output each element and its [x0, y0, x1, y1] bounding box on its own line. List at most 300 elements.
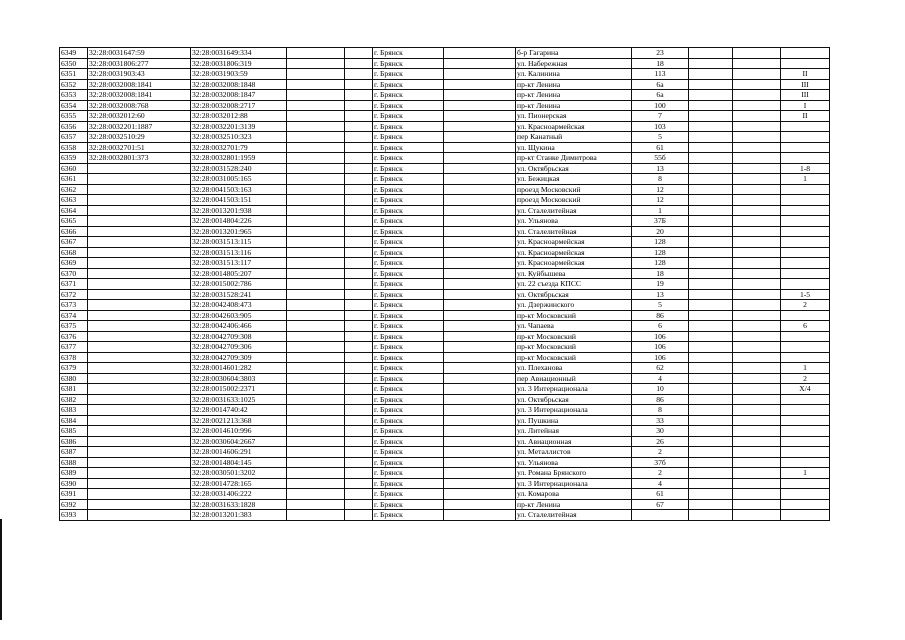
empty-cell	[444, 352, 516, 363]
empty-cell	[689, 279, 733, 290]
page-edge-mark	[0, 519, 2, 620]
premises-number-cell	[781, 195, 830, 206]
empty-cell	[345, 237, 373, 248]
table-row	[60, 373, 830, 384]
house-number-cell: 13	[632, 163, 689, 174]
city-cell: г. Брянск	[373, 79, 444, 90]
premises-number-cell	[781, 499, 830, 510]
cadastral-number-cell	[88, 279, 191, 290]
empty-cell	[287, 489, 345, 500]
cadastral-number-cell: 32:28:0014610:996	[191, 426, 287, 437]
table-row	[60, 258, 830, 269]
city-cell: г. Брянск	[373, 142, 444, 153]
house-number-cell: 8	[632, 405, 689, 416]
empty-cell	[444, 226, 516, 237]
table-row	[60, 342, 830, 353]
cadastral-number-cell	[88, 426, 191, 437]
cadastral-number-cell: 32:28:0032510:323	[191, 132, 287, 143]
empty-cell	[689, 373, 733, 384]
empty-cell	[689, 321, 733, 332]
row-number-cell: 6357	[60, 132, 88, 143]
empty-cell	[345, 216, 373, 227]
cadastral-number-cell: 32:28:0032801:1959	[191, 153, 287, 164]
premises-number-cell	[781, 258, 830, 269]
cadastral-number-cell: 32:28:0031513:115	[191, 237, 287, 248]
empty-cell	[689, 489, 733, 500]
premises-number-cell	[781, 247, 830, 258]
cadastral-number-cell: 32:28:0021213:368	[191, 415, 287, 426]
cadastral-number-cell: 32:28:0041503:151	[191, 195, 287, 206]
premises-number-cell: II	[781, 69, 830, 80]
empty-cell	[733, 237, 781, 248]
empty-cell	[444, 510, 516, 521]
street-cell: ул. Металлистов	[516, 447, 632, 458]
street-cell: пр-кт Московский	[516, 352, 632, 363]
cadastral-number-cell	[88, 489, 191, 500]
empty-cell	[689, 142, 733, 153]
empty-cell	[444, 142, 516, 153]
empty-cell	[345, 352, 373, 363]
empty-cell	[444, 58, 516, 69]
premises-number-cell	[781, 331, 830, 342]
table-body	[60, 48, 830, 521]
empty-cell	[689, 384, 733, 395]
empty-cell	[733, 69, 781, 80]
house-number-cell: 2	[632, 447, 689, 458]
street-cell: пр-кт Московский	[516, 342, 632, 353]
empty-cell	[733, 163, 781, 174]
house-number-cell: 10	[632, 384, 689, 395]
house-number-cell: 4	[632, 478, 689, 489]
empty-cell	[444, 468, 516, 479]
row-number-cell: 6354	[60, 100, 88, 111]
city-cell: г. Брянск	[373, 48, 444, 59]
premises-number-cell	[781, 279, 830, 290]
premises-number-cell: III	[781, 90, 830, 101]
city-cell: г. Брянск	[373, 426, 444, 437]
row-number-cell: 6389	[60, 468, 88, 479]
cadastral-number-cell: 32:28:0031649:334	[191, 48, 287, 59]
city-cell: г. Брянск	[373, 69, 444, 80]
empty-cell	[345, 132, 373, 143]
empty-cell	[287, 247, 345, 258]
table-row	[60, 195, 830, 206]
street-cell: ул. Октябрьская	[516, 394, 632, 405]
house-number-cell: 2	[632, 468, 689, 479]
table-row	[60, 447, 830, 458]
row-number-cell: 6391	[60, 489, 88, 500]
premises-number-cell	[781, 268, 830, 279]
table-row	[60, 499, 830, 510]
empty-cell	[733, 384, 781, 395]
street-cell: пр-кт Ленина	[516, 100, 632, 111]
table-row	[60, 436, 830, 447]
premises-number-cell: 1	[781, 363, 830, 374]
empty-cell	[733, 58, 781, 69]
empty-cell	[444, 163, 516, 174]
street-cell: б-р Гагарина	[516, 48, 632, 59]
table-row	[60, 331, 830, 342]
table-row	[60, 69, 830, 80]
city-cell: г. Брянск	[373, 237, 444, 248]
city-cell: г. Брянск	[373, 279, 444, 290]
row-number-cell: 6387	[60, 447, 88, 458]
empty-cell	[345, 153, 373, 164]
cadastral-number-cell	[88, 226, 191, 237]
table-row	[60, 226, 830, 237]
house-number-cell: 37Б	[632, 216, 689, 227]
empty-cell	[444, 205, 516, 216]
table-row	[60, 174, 830, 185]
city-cell: г. Брянск	[373, 205, 444, 216]
empty-cell	[287, 468, 345, 479]
empty-cell	[444, 363, 516, 374]
street-cell: пр-кт Московский	[516, 310, 632, 321]
empty-cell	[689, 426, 733, 437]
premises-number-cell: 2	[781, 373, 830, 384]
cadastral-number-cell: 32:28:0015002:786	[191, 279, 287, 290]
empty-cell	[689, 237, 733, 248]
house-number-cell: 61	[632, 142, 689, 153]
empty-cell	[444, 478, 516, 489]
empty-cell	[287, 436, 345, 447]
cadastral-number-cell: 32:28:0014606:291	[191, 447, 287, 458]
street-cell: ул. Авиационная	[516, 436, 632, 447]
street-cell: ул. Красноармейская	[516, 121, 632, 132]
cadastral-number-cell: 32:28:0032008:768	[88, 100, 191, 111]
table-row	[60, 310, 830, 321]
premises-number-cell	[781, 415, 830, 426]
city-cell: г. Брянск	[373, 58, 444, 69]
empty-cell	[689, 405, 733, 416]
empty-cell	[689, 58, 733, 69]
empty-cell	[733, 184, 781, 195]
city-cell: г. Брянск	[373, 384, 444, 395]
cadastral-number-cell	[88, 237, 191, 248]
empty-cell	[345, 289, 373, 300]
house-number-cell: 12	[632, 184, 689, 195]
row-number-cell: 6377	[60, 342, 88, 353]
street-cell: ул. Красноармейская	[516, 258, 632, 269]
premises-number-cell: 2	[781, 300, 830, 311]
house-number-cell: 19	[632, 279, 689, 290]
empty-cell	[733, 489, 781, 500]
empty-cell	[733, 499, 781, 510]
street-cell: ул. Октябрьская	[516, 163, 632, 174]
house-number-cell: 86	[632, 310, 689, 321]
row-number-cell: 6380	[60, 373, 88, 384]
empty-cell	[444, 174, 516, 185]
empty-cell	[689, 121, 733, 132]
cadastral-number-cell: 32:28:0031528:240	[191, 163, 287, 174]
empty-cell	[689, 436, 733, 447]
street-cell: ул. Ульянова	[516, 216, 632, 227]
table-row	[60, 289, 830, 300]
empty-cell	[689, 195, 733, 206]
empty-cell	[345, 163, 373, 174]
row-number-cell: 6353	[60, 90, 88, 101]
empty-cell	[689, 352, 733, 363]
empty-cell	[444, 153, 516, 164]
city-cell: г. Брянск	[373, 268, 444, 279]
empty-cell	[345, 384, 373, 395]
empty-cell	[287, 405, 345, 416]
empty-cell	[444, 373, 516, 384]
empty-cell	[733, 100, 781, 111]
city-cell: г. Брянск	[373, 216, 444, 227]
empty-cell	[733, 258, 781, 269]
premises-number-cell: I	[781, 100, 830, 111]
row-number-cell: 6351	[60, 69, 88, 80]
house-number-cell: 128	[632, 237, 689, 248]
empty-cell	[345, 58, 373, 69]
empty-cell	[689, 510, 733, 521]
empty-cell	[689, 184, 733, 195]
street-cell: ул. Литейная	[516, 426, 632, 437]
empty-cell	[287, 174, 345, 185]
cadastral-number-cell	[88, 184, 191, 195]
house-number-cell: 62	[632, 363, 689, 374]
empty-cell	[689, 331, 733, 342]
empty-cell	[287, 289, 345, 300]
city-cell: г. Брянск	[373, 195, 444, 206]
street-cell: ул. Пушкина	[516, 415, 632, 426]
cadastral-number-cell: 32:28:0031406:222	[191, 489, 287, 500]
premises-number-cell	[781, 121, 830, 132]
empty-cell	[345, 468, 373, 479]
empty-cell	[444, 384, 516, 395]
city-cell: г. Брянск	[373, 363, 444, 374]
empty-cell	[733, 363, 781, 374]
street-cell: ул. Калинина	[516, 69, 632, 80]
empty-cell	[345, 142, 373, 153]
house-number-cell: 67	[632, 499, 689, 510]
empty-cell	[733, 415, 781, 426]
street-cell: ул. Сталелитейная	[516, 226, 632, 237]
row-number-cell: 6359	[60, 153, 88, 164]
empty-cell	[287, 132, 345, 143]
empty-cell	[733, 216, 781, 227]
empty-cell	[345, 499, 373, 510]
empty-cell	[345, 247, 373, 258]
empty-cell	[733, 289, 781, 300]
empty-cell	[733, 174, 781, 185]
street-cell: ул. Сталелитейная	[516, 205, 632, 216]
cadastral-number-cell	[88, 405, 191, 416]
city-cell: г. Брянск	[373, 489, 444, 500]
row-number-cell: 6383	[60, 405, 88, 416]
table-row	[60, 142, 830, 153]
street-cell: ул. Пионерская	[516, 111, 632, 122]
city-cell: г. Брянск	[373, 415, 444, 426]
empty-cell	[733, 510, 781, 521]
empty-cell	[287, 195, 345, 206]
empty-cell	[287, 352, 345, 363]
house-number-cell: 12	[632, 195, 689, 206]
row-number-cell: 6382	[60, 394, 88, 405]
cadastral-number-cell: 32:28:0042709:308	[191, 331, 287, 342]
empty-cell	[287, 310, 345, 321]
empty-cell	[733, 247, 781, 258]
city-cell: г. Брянск	[373, 100, 444, 111]
empty-cell	[287, 268, 345, 279]
cadastral-number-cell: 32:28:0032801:373	[88, 153, 191, 164]
row-number-cell: 6372	[60, 289, 88, 300]
empty-cell	[287, 48, 345, 59]
empty-cell	[345, 111, 373, 122]
empty-cell	[345, 258, 373, 269]
premises-number-cell: 1-5	[781, 289, 830, 300]
premises-number-cell	[781, 394, 830, 405]
row-number-cell: 6371	[60, 279, 88, 290]
house-number-cell: 100	[632, 100, 689, 111]
cadastral-number-cell: 32:28:0014804:145	[191, 457, 287, 468]
house-number-cell: 106	[632, 331, 689, 342]
cadastral-number-cell: 32:28:0031005:165	[191, 174, 287, 185]
cadastral-number-cell: 32:28:0031513:117	[191, 258, 287, 269]
cadastral-number-cell: 32:28:0031528:241	[191, 289, 287, 300]
empty-cell	[689, 468, 733, 479]
house-number-cell: 1	[632, 205, 689, 216]
row-number-cell: 6355	[60, 111, 88, 122]
empty-cell	[733, 331, 781, 342]
empty-cell	[444, 237, 516, 248]
empty-cell	[733, 394, 781, 405]
cadastral-number-cell	[88, 300, 191, 311]
city-cell: г. Брянск	[373, 153, 444, 164]
empty-cell	[733, 300, 781, 311]
empty-cell	[689, 69, 733, 80]
empty-cell	[689, 415, 733, 426]
house-number-cell: 128	[632, 247, 689, 258]
empty-cell	[287, 426, 345, 437]
city-cell: г. Брянск	[373, 163, 444, 174]
empty-cell	[287, 331, 345, 342]
premises-number-cell	[781, 184, 830, 195]
house-number-cell: 55б	[632, 153, 689, 164]
city-cell: г. Брянск	[373, 300, 444, 311]
premises-number-cell	[781, 310, 830, 321]
empty-cell	[444, 90, 516, 101]
cadastral-number-cell: 32:28:0013201:965	[191, 226, 287, 237]
table-row	[60, 153, 830, 164]
house-number-cell: 8	[632, 174, 689, 185]
empty-cell	[287, 447, 345, 458]
house-number-cell: 30	[632, 426, 689, 437]
empty-cell	[444, 436, 516, 447]
row-number-cell: 6390	[60, 478, 88, 489]
city-cell: г. Брянск	[373, 510, 444, 521]
empty-cell	[444, 111, 516, 122]
table-row	[60, 478, 830, 489]
city-cell: г. Брянск	[373, 310, 444, 321]
empty-cell	[287, 457, 345, 468]
cadastral-number-cell: 32:28:0013201:938	[191, 205, 287, 216]
street-cell: ул. 3 Интернационала	[516, 384, 632, 395]
city-cell: г. Брянск	[373, 111, 444, 122]
cadastral-number-cell	[88, 258, 191, 269]
cadastral-number-cell	[88, 436, 191, 447]
empty-cell	[287, 279, 345, 290]
street-cell: ул. Бежицкая	[516, 174, 632, 185]
cadastral-number-cell: 32:28:0032008:2717	[191, 100, 287, 111]
cadastral-number-cell	[88, 468, 191, 479]
empty-cell	[689, 457, 733, 468]
empty-cell	[287, 100, 345, 111]
table-row	[60, 510, 830, 521]
cadastral-number-cell	[88, 447, 191, 458]
empty-cell	[689, 90, 733, 101]
cadastral-number-cell	[88, 195, 191, 206]
empty-cell	[444, 447, 516, 458]
empty-cell	[345, 363, 373, 374]
street-cell: ул. 3 Интернационала	[516, 478, 632, 489]
empty-cell	[345, 90, 373, 101]
empty-cell	[444, 69, 516, 80]
empty-cell	[345, 268, 373, 279]
street-cell: ул. Плеханова	[516, 363, 632, 374]
premises-number-cell	[781, 132, 830, 143]
city-cell: г. Брянск	[373, 447, 444, 458]
empty-cell	[733, 268, 781, 279]
empty-cell	[444, 184, 516, 195]
house-number-cell: 18	[632, 58, 689, 69]
cadastral-number-cell: 32:28:0032008:1841	[88, 90, 191, 101]
empty-cell	[689, 447, 733, 458]
empty-cell	[345, 174, 373, 185]
empty-cell	[444, 279, 516, 290]
empty-cell	[287, 510, 345, 521]
cadastral-number-cell: 32:28:0032012:60	[88, 111, 191, 122]
cadastral-number-cell	[88, 331, 191, 342]
house-number-cell: 113	[632, 69, 689, 80]
empty-cell	[444, 289, 516, 300]
premises-number-cell	[781, 352, 830, 363]
cadastral-number-cell: 32:28:0014601:282	[191, 363, 287, 374]
empty-cell	[345, 121, 373, 132]
empty-cell	[733, 226, 781, 237]
empty-cell	[689, 100, 733, 111]
empty-cell	[444, 426, 516, 437]
table-row	[60, 216, 830, 227]
empty-cell	[689, 216, 733, 227]
premises-number-cell	[781, 478, 830, 489]
table-row	[60, 489, 830, 500]
cadastral-number-cell	[88, 363, 191, 374]
empty-cell	[345, 48, 373, 59]
empty-cell	[345, 226, 373, 237]
empty-cell	[345, 394, 373, 405]
city-cell: г. Брянск	[373, 226, 444, 237]
street-cell: ул. 22 съезда КПСС	[516, 279, 632, 290]
empty-cell	[345, 205, 373, 216]
street-cell: ул. Красноармейская	[516, 247, 632, 258]
property-registry-table	[59, 47, 830, 521]
cadastral-number-cell	[88, 163, 191, 174]
street-cell: ул. Красноармейская	[516, 237, 632, 248]
house-number-cell: 7	[632, 111, 689, 122]
empty-cell	[689, 363, 733, 374]
row-number-cell: 6386	[60, 436, 88, 447]
empty-cell	[733, 310, 781, 321]
empty-cell	[689, 310, 733, 321]
empty-cell	[444, 310, 516, 321]
row-number-cell: 6365	[60, 216, 88, 227]
table-row	[60, 415, 830, 426]
empty-cell	[287, 321, 345, 332]
street-cell: ул. 3 Интернационала	[516, 405, 632, 416]
empty-cell	[345, 373, 373, 384]
